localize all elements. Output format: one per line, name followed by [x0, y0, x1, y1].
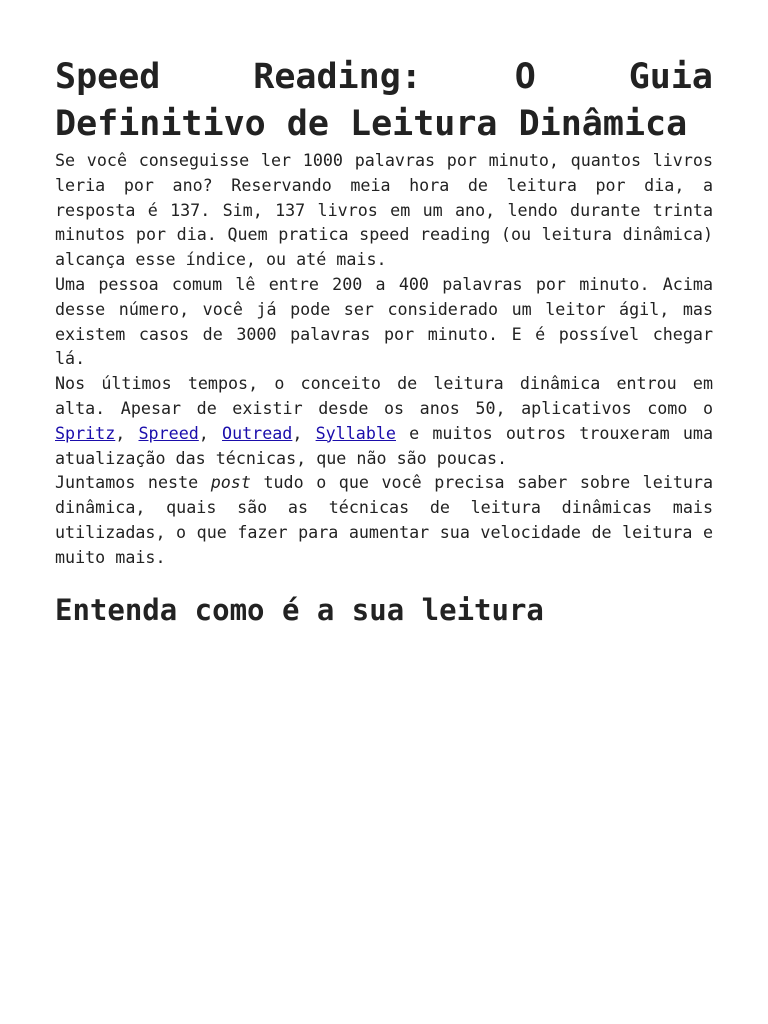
- link-syllable[interactable]: Syllable: [315, 422, 396, 443]
- article: [55, 54, 713, 630]
- paragraph-summary: [55, 470, 713, 569]
- link-separator: ,: [198, 422, 223, 443]
- paragraph-summary-before: Juntamos neste: [55, 472, 211, 493]
- paragraph-summary-after: tudo o que você precisa saber sobre leitura dinâmica, quais são as técnicas de leitura dinâmicas mais utilizadas, o que fazer para aumentar sua velocidade de leitura e muito mais.: [55, 472, 713, 567]
- link-spreed[interactable]: Spreed: [138, 422, 199, 443]
- paragraph-apps-outro: e muitos outros trouxeram uma atualização das técnicas, que não são poucas.: [55, 422, 714, 468]
- article-title: Speed Reading: O Guia Definitivo de Leitura Dinâmica: [55, 57, 713, 144]
- paragraph-reading-speed: Uma pessoa comum lê entre 200 a 400 palavras por minuto. Acima desse número, você já pode ser considerado um leitor ágil, mas existem casos de 3000 palavras por minuto. E é possível chegar lá.: [55, 273, 713, 369]
- section-heading: Entenda como é a sua leitura: [55, 592, 544, 627]
- link-separator: ,: [292, 422, 316, 443]
- paragraph-intro: Se você conseguisse ler 1000 palavras por minuto, quantos livros leria por ano? Reservando meia hora de leitura por dia, a resposta é 137. Sim, 137 livros em um ano, lendo durante trinta minutos por dia. Quem pratica speed reading (ou leitura dinâmica) alcança esse índice, ou até mais.: [55, 150, 713, 270]
- paragraph-apps: [55, 371, 713, 470]
- paragraph-apps-intro: Nos últimos tempos, o conceito de leitura dinâmica entrou em alta. Apesar de existir desde os anos 50, aplicativos como o: [55, 373, 713, 418]
- link-outread[interactable]: Outread: [222, 422, 293, 443]
- emphasis-post: post: [210, 472, 251, 493]
- link-separator: ,: [115, 422, 139, 443]
- link-spritz[interactable]: Spritz: [55, 422, 116, 443]
